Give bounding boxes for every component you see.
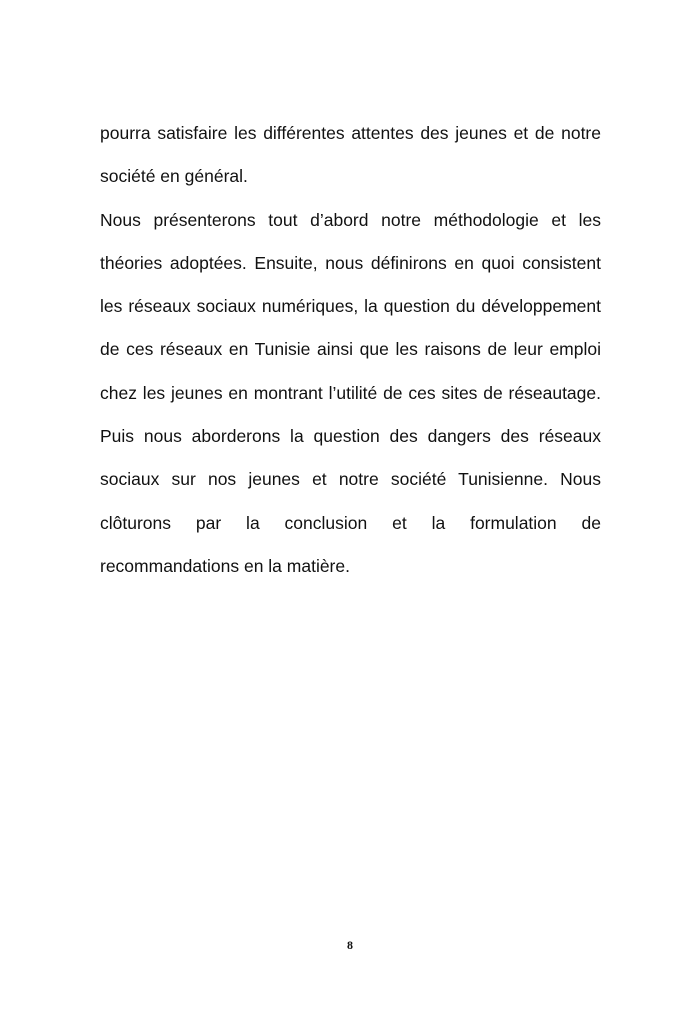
paragraph-2: Nous présenterons tout d’abord notre méthodologie et les théories adoptées. Ensuite, nous définirons en quoi consistent les réseaux sociaux numériques, la question du développement de ces réseaux en Tunisie ainsi que les raisons de leur emploi chez les jeunes en montrant l’utilité de ces sites de réseautage. Puis nous aborderons la question des dangers des réseaux sociaux sur nos jeunes et notre société Tunisienne. Nous clôturons par la conclusion et la formulation de recommandations en la matière. xyxy=(100,209,601,576)
body-text xyxy=(100,112,601,588)
page-number: 8 xyxy=(347,938,353,952)
paragraph-1: pourra satisfaire les différentes attentes des jeunes et de notre société en général. xyxy=(100,123,601,187)
